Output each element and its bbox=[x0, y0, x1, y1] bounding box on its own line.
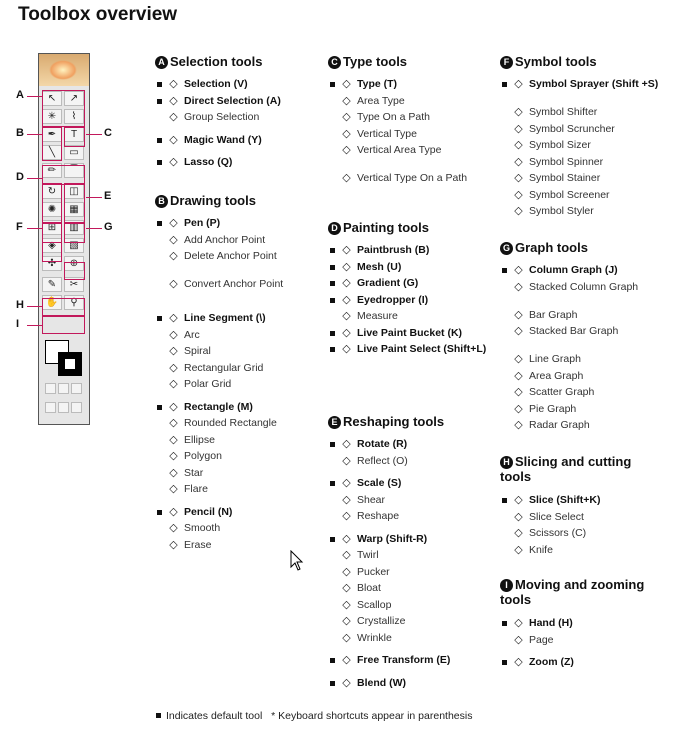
tool-item-label: Rounded Rectangle bbox=[184, 417, 277, 429]
toolbox-tool-button[interactable]: ⌇ bbox=[64, 109, 84, 124]
callout-line bbox=[27, 306, 42, 307]
toolbox-header bbox=[39, 54, 89, 86]
tool-item-label: Polygon bbox=[184, 450, 222, 462]
toolbox-group-outline bbox=[42, 316, 85, 334]
tool-item-label: Bloat bbox=[357, 582, 381, 594]
default-tool-bullet bbox=[330, 265, 335, 270]
warp-icon: ◇ bbox=[342, 532, 351, 545]
area-type-icon: ◇ bbox=[342, 94, 351, 107]
section-letter-badge: E bbox=[328, 416, 341, 429]
tool-item-label: Pie Graph bbox=[529, 402, 577, 415]
reflect-icon: ◇ bbox=[342, 454, 351, 467]
flare-icon: ◇ bbox=[169, 483, 178, 495]
rect-grid-icon: ◇ bbox=[169, 361, 178, 374]
toolbox-tool-button[interactable]: ✒ bbox=[42, 127, 62, 142]
toolbox-tool-button[interactable]: ✂ bbox=[64, 277, 84, 292]
callout-f: F bbox=[16, 221, 23, 233]
tool-item-label: Type (T) bbox=[357, 78, 398, 90]
default-tool-bullet bbox=[330, 442, 335, 447]
default-note: Indicates default tool bbox=[166, 710, 263, 722]
tool-item-label: Hand (H) bbox=[529, 617, 573, 629]
scatter-graph-icon: ◇ bbox=[514, 386, 523, 398]
callout-line bbox=[27, 228, 42, 229]
spiral-icon: ◇ bbox=[169, 345, 178, 357]
eyedropper-icon: ◇ bbox=[342, 293, 351, 306]
paintbrush-icon: ◇ bbox=[342, 244, 351, 256]
pen-icon: ◇ bbox=[169, 217, 178, 229]
tool-item-label: Group Selection bbox=[184, 111, 260, 123]
default-tool-bullet bbox=[157, 99, 162, 104]
section-title: Painting tools bbox=[343, 220, 429, 235]
default-tool-bullet bbox=[330, 537, 335, 542]
live-paint-select-icon: ◇ bbox=[342, 343, 351, 355]
pencil-icon: ◇ bbox=[169, 505, 178, 518]
tool-item-label: Polar Grid bbox=[184, 378, 232, 390]
magic-wand-icon: ◇ bbox=[169, 133, 178, 146]
default-tool-bullet bbox=[330, 281, 335, 286]
tool-item-label: Scatter Graph bbox=[529, 386, 595, 398]
toolbox-tool-button[interactable]: ◈ bbox=[42, 238, 62, 253]
tool-item-label: Mesh (U) bbox=[357, 260, 402, 273]
tool-item-label: Area Graph bbox=[529, 369, 584, 382]
tool-item-label: Add Anchor Point bbox=[184, 233, 266, 246]
section-letter-badge: F bbox=[500, 56, 513, 69]
tool-item-label: Symbol Sizer bbox=[529, 139, 591, 151]
selection-arrow-icon: ◇ bbox=[169, 78, 178, 90]
tool-item-label: Line Graph bbox=[529, 353, 581, 365]
toolbox-tool-button[interactable]: ✋ bbox=[42, 295, 62, 310]
symbol-sizer-icon: ◇ bbox=[514, 139, 523, 151]
callout-line bbox=[86, 228, 102, 229]
default-tool-bullet bbox=[502, 621, 507, 626]
toolbox-group-outline bbox=[42, 242, 62, 262]
toolbox-tool-button[interactable]: ⊞ bbox=[42, 220, 62, 235]
star-icon: ◇ bbox=[169, 466, 178, 479]
tool-item-label: Warp (Shift-R) bbox=[357, 532, 428, 545]
default-tool-bullet bbox=[330, 298, 335, 303]
vertical-type-path-icon: ◇ bbox=[342, 172, 351, 184]
pucker-icon: ◇ bbox=[342, 565, 351, 578]
smooth-icon: ◇ bbox=[169, 522, 178, 534]
polar-grid-icon: ◇ bbox=[169, 378, 178, 390]
flower-logo bbox=[49, 60, 77, 80]
tool-item-label: Symbol Spinner bbox=[529, 155, 604, 168]
toolbox-tool-button[interactable]: ✣ bbox=[42, 256, 62, 271]
default-tool-bullet bbox=[330, 658, 335, 663]
default-tool-bullet bbox=[330, 248, 335, 253]
toolbox-mode-button[interactable] bbox=[71, 383, 82, 394]
default-tool-bullet bbox=[157, 160, 162, 165]
tool-item-label: Selection (V) bbox=[184, 78, 248, 90]
section-painting-heading bbox=[328, 220, 498, 235]
tool-item-label: Line Segment (\) bbox=[184, 312, 266, 324]
toolbox-tool-button[interactable]: ⌒ bbox=[64, 163, 84, 178]
toolbox-mode-button[interactable] bbox=[58, 402, 69, 413]
toolbox-group-outline bbox=[42, 183, 62, 223]
section-letter-badge: D bbox=[328, 222, 341, 235]
stacked-bar-icon: ◇ bbox=[514, 325, 523, 337]
tool-item-label: Rectangle (M) bbox=[184, 400, 253, 413]
tool-item-label: Rotate (R) bbox=[357, 438, 408, 450]
tool-item-label: Arc bbox=[184, 328, 200, 341]
delete-anchor-icon: ◇ bbox=[169, 250, 178, 262]
type-on-path-icon: ◇ bbox=[342, 111, 351, 123]
crystallize-icon: ◇ bbox=[342, 615, 351, 627]
symbol-shifter-icon: ◇ bbox=[514, 106, 523, 118]
callout-line bbox=[86, 134, 102, 135]
tool-item-label: Pucker bbox=[357, 565, 390, 578]
section-title: Type tools bbox=[343, 54, 408, 69]
mesh-icon: ◇ bbox=[342, 260, 351, 273]
toolbox-tool-button[interactable]: ↻ bbox=[42, 184, 62, 199]
tool-item-label: Rectangular Grid bbox=[184, 361, 264, 374]
tool-item-label: Radar Graph bbox=[529, 419, 590, 431]
bar-graph-icon: ◇ bbox=[514, 308, 523, 321]
toolbox-tool-button[interactable]: ↗ bbox=[64, 91, 84, 106]
toolbox-tool-button[interactable]: ✳ bbox=[42, 109, 62, 124]
page-icon: ◇ bbox=[514, 633, 523, 646]
symbol-scruncher-icon: ◇ bbox=[514, 122, 523, 135]
tool-item-label: Stacked Bar Graph bbox=[529, 325, 619, 337]
erase-icon: ◇ bbox=[169, 538, 178, 551]
rectangle-icon: ◇ bbox=[169, 400, 178, 413]
tool-item-label: Spiral bbox=[184, 345, 211, 357]
toolbox-tool-button[interactable]: ✎ bbox=[42, 277, 62, 292]
section-slicing-heading bbox=[500, 454, 650, 484]
default-tool-bullet bbox=[330, 481, 335, 486]
tool-item-label: Symbol Stainer bbox=[529, 172, 601, 184]
toolbox-group-outline bbox=[64, 127, 85, 147]
tool-item-label: Bar Graph bbox=[529, 308, 578, 321]
page-title: Toolbox overview bbox=[18, 4, 178, 25]
measure-icon: ◇ bbox=[342, 310, 351, 322]
tool-item-label: Area Type bbox=[357, 94, 405, 107]
toolbox-group-outline bbox=[64, 262, 85, 280]
tool-item-label: Symbol Scruncher bbox=[529, 122, 615, 135]
arc-icon: ◇ bbox=[169, 328, 178, 341]
toolbox-group-outline bbox=[64, 223, 85, 243]
callout-line bbox=[86, 197, 102, 198]
toolbox-mode-button[interactable] bbox=[71, 402, 82, 413]
section-title: Reshaping tools bbox=[343, 414, 445, 429]
default-tool-bullet bbox=[330, 681, 335, 686]
callout-h: H bbox=[16, 299, 24, 311]
default-tool-bullet bbox=[502, 82, 507, 87]
toolbox-tool-button[interactable]: ╲ bbox=[42, 145, 62, 160]
tool-item-label: Erase bbox=[184, 538, 212, 551]
section-type-heading bbox=[328, 54, 498, 69]
shear-icon: ◇ bbox=[342, 493, 351, 506]
callout-c: C bbox=[104, 127, 112, 139]
lasso-icon: ◇ bbox=[169, 156, 178, 168]
toolbox-tool-button[interactable]: ▭ bbox=[64, 145, 84, 160]
hand-icon: ◇ bbox=[514, 617, 523, 629]
vertical-type-icon: ◇ bbox=[342, 127, 351, 140]
tool-item-label: Vertical Type On a Path bbox=[357, 172, 468, 184]
polygon-icon: ◇ bbox=[169, 450, 178, 462]
default-tool-bullet bbox=[502, 268, 507, 273]
section-title: Graph tools bbox=[515, 240, 588, 255]
tool-item-label: Reshape bbox=[357, 510, 400, 522]
tool-item-label: Reflect (O) bbox=[357, 454, 408, 467]
callout-d: D bbox=[16, 171, 24, 183]
slice-select-icon: ◇ bbox=[514, 510, 523, 523]
tool-item-label: Magic Wand (Y) bbox=[184, 133, 262, 146]
section-title: Slicing and cutting tools bbox=[500, 454, 632, 484]
line-graph-icon: ◇ bbox=[514, 353, 523, 365]
tool-item-label: Slice (Shift+K) bbox=[529, 494, 601, 506]
symbol-screener-icon: ◇ bbox=[514, 188, 523, 201]
callout-line bbox=[27, 325, 42, 326]
reshape-icon: ◇ bbox=[342, 510, 351, 522]
tool-item-label: Smooth bbox=[184, 522, 221, 534]
default-tool-bullet bbox=[157, 221, 162, 226]
line-segment-icon: ◇ bbox=[169, 312, 178, 324]
mouse-pointer-icon bbox=[290, 550, 304, 572]
toolbox-tool-button[interactable]: T bbox=[64, 127, 84, 142]
default-tool-bullet bbox=[156, 713, 161, 718]
knife-icon: ◇ bbox=[514, 543, 523, 556]
tool-item-label: Vertical Type bbox=[357, 127, 417, 140]
section-title: Symbol tools bbox=[515, 54, 597, 69]
tool-item-label: Blend (W) bbox=[357, 676, 406, 689]
section-title: Moving and zooming tools bbox=[500, 577, 645, 607]
tool-item-label: Ellipse bbox=[184, 433, 215, 446]
default-tool-bullet bbox=[157, 138, 162, 143]
default-tool-bullet bbox=[157, 316, 162, 321]
section-letter-badge: I bbox=[500, 579, 513, 592]
default-tool-bullet bbox=[157, 510, 162, 515]
default-tool-bullet bbox=[330, 82, 335, 87]
tool-item-label: Lasso (Q) bbox=[184, 156, 233, 168]
tool-item-label: Symbol Styler bbox=[529, 205, 594, 217]
callout-a: A bbox=[16, 89, 24, 101]
section-letter-badge: C bbox=[328, 56, 341, 69]
section-drawing-heading bbox=[155, 193, 325, 208]
toolbox-group-outline bbox=[64, 183, 85, 223]
tool-item-label: Column Graph (J) bbox=[529, 264, 618, 276]
tool-item-label: Paintbrush (B) bbox=[357, 244, 430, 256]
radar-graph-icon: ◇ bbox=[514, 419, 523, 431]
twirl-icon: ◇ bbox=[342, 549, 351, 561]
toolbox-group-outline bbox=[42, 165, 85, 185]
tool-item-label: Scissors (C) bbox=[529, 527, 587, 539]
default-tool-bullet bbox=[502, 498, 507, 503]
toolbox-group-outline bbox=[42, 298, 85, 316]
tool-item-label: Slice Select bbox=[529, 510, 584, 523]
symbol-styler-icon: ◇ bbox=[514, 205, 523, 217]
tool-item-label: Zoom (Z) bbox=[529, 656, 574, 668]
tool-item-label: Twirl bbox=[357, 549, 379, 561]
wrinkle-icon: ◇ bbox=[342, 631, 351, 644]
tool-item-label: Live Paint Bucket (K) bbox=[357, 326, 463, 339]
bloat-icon: ◇ bbox=[342, 582, 351, 594]
tool-item-label: Eyedropper (I) bbox=[357, 293, 429, 306]
default-tool-bullet bbox=[157, 82, 162, 87]
tool-item-label: Knife bbox=[529, 543, 553, 556]
section-graph-heading bbox=[500, 240, 670, 255]
rotate-icon: ◇ bbox=[342, 438, 351, 450]
section-letter-badge: B bbox=[155, 195, 168, 208]
legend-footer bbox=[156, 710, 472, 722]
tool-item-label: Type On a Path bbox=[357, 111, 430, 123]
toolbox-tool-button[interactable]: ▧ bbox=[64, 238, 84, 253]
section-moving-heading bbox=[500, 577, 650, 607]
tool-item-label: Convert Anchor Point bbox=[184, 278, 284, 290]
callout-b: B bbox=[16, 127, 24, 139]
toolbox-tool-button[interactable]: ✏ bbox=[42, 163, 62, 178]
symbol-spinner-icon: ◇ bbox=[514, 155, 523, 168]
callout-e: E bbox=[104, 190, 112, 202]
section-letter-badge: G bbox=[500, 242, 513, 255]
toolbox-tool-button[interactable]: ✺ bbox=[42, 202, 62, 217]
tool-item-label: Stacked Column Graph bbox=[529, 280, 639, 293]
tool-item-label: Gradient (G) bbox=[357, 277, 419, 289]
scale-icon: ◇ bbox=[342, 477, 351, 489]
tool-item-label: Crystallize bbox=[357, 615, 406, 627]
tool-item-label: Free Transform (E) bbox=[357, 654, 451, 666]
type-icon: ◇ bbox=[342, 78, 351, 90]
toolbox-tool-button[interactable]: ◫ bbox=[64, 184, 84, 199]
callout-i: I bbox=[16, 318, 20, 330]
tool-item-label: Vertical Area Type bbox=[357, 144, 442, 156]
gradient-icon: ◇ bbox=[342, 277, 351, 289]
section-letter-badge: H bbox=[500, 456, 513, 469]
toolbox-tool-button[interactable]: ⊕ bbox=[64, 256, 84, 271]
toolbox-mode-button[interactable] bbox=[58, 383, 69, 394]
tool-item-label: Wrinkle bbox=[357, 631, 392, 644]
area-graph-icon: ◇ bbox=[514, 369, 523, 382]
toolbox-tool-button[interactable]: ⚲ bbox=[64, 295, 84, 310]
tool-item-label: Symbol Sprayer (Shift +S) bbox=[529, 78, 659, 90]
stroke-swatch-inner bbox=[64, 358, 76, 370]
toolbox-mode-button[interactable] bbox=[45, 402, 56, 413]
toolbox-tool-button[interactable]: ▥ bbox=[64, 220, 84, 235]
default-tool-bullet bbox=[330, 331, 335, 336]
zoom-icon: ◇ bbox=[514, 656, 523, 668]
section-reshaping-heading bbox=[328, 414, 498, 429]
tool-item-label: Shear bbox=[357, 493, 386, 506]
tool-item-label: Flare bbox=[184, 483, 208, 495]
stacked-column-icon: ◇ bbox=[514, 280, 523, 293]
convert-anchor-icon: ◇ bbox=[169, 278, 178, 290]
callout-line bbox=[27, 96, 42, 97]
symbol-stainer-icon: ◇ bbox=[514, 172, 523, 184]
default-tool-bullet bbox=[330, 347, 335, 352]
tool-item-label: Live Paint Select (Shift+L) bbox=[357, 343, 487, 355]
toolbox-group-outline bbox=[42, 90, 85, 127]
ellipse-icon: ◇ bbox=[169, 433, 178, 446]
live-paint-bucket-icon: ◇ bbox=[342, 326, 351, 339]
slice-icon: ◇ bbox=[514, 494, 523, 506]
toolbox-group-outline bbox=[42, 223, 62, 243]
tool-item-label: Pen (P) bbox=[184, 217, 221, 229]
tool-item-label: Pencil (N) bbox=[184, 505, 233, 518]
section-symbol-heading bbox=[500, 54, 670, 69]
tool-item-label: Scallop bbox=[357, 598, 392, 611]
blend-icon: ◇ bbox=[342, 676, 351, 689]
add-anchor-icon: ◇ bbox=[169, 233, 178, 246]
tool-item-label: Symbol Shifter bbox=[529, 106, 598, 118]
direct-selection-icon: ◇ bbox=[169, 94, 178, 107]
shortcut-note: * Keyboard shortcuts appear in parenthesis bbox=[271, 710, 473, 722]
rounded-rectangle-icon: ◇ bbox=[169, 417, 178, 429]
tool-item-label: Symbol Screener bbox=[529, 188, 610, 201]
callout-line bbox=[27, 134, 42, 135]
toolbox-tool-button[interactable]: ↖ bbox=[42, 91, 62, 106]
column-graph-icon: ◇ bbox=[514, 264, 523, 276]
callout-g: G bbox=[104, 221, 113, 233]
section-selection-heading bbox=[155, 54, 325, 69]
vertical-area-type-icon: ◇ bbox=[342, 144, 351, 156]
callout-line bbox=[27, 178, 42, 179]
tool-item-label: Delete Anchor Point bbox=[184, 250, 277, 262]
tool-item-label: Scale (S) bbox=[357, 477, 402, 489]
symbol-sprayer-icon: ◇ bbox=[514, 78, 523, 90]
section-letter-badge: A bbox=[155, 56, 168, 69]
pie-graph-icon: ◇ bbox=[514, 402, 523, 415]
tool-item-label: Page bbox=[529, 633, 554, 646]
toolbox-mode-button[interactable] bbox=[45, 383, 56, 394]
tool-item-label: Measure bbox=[357, 310, 398, 322]
tool-item-label: Star bbox=[184, 466, 204, 479]
tool-item-label: Direct Selection (A) bbox=[184, 94, 281, 107]
default-tool-bullet bbox=[157, 405, 162, 410]
free-transform-icon: ◇ bbox=[342, 654, 351, 666]
default-tool-bullet bbox=[502, 660, 507, 665]
toolbox-tool-button[interactable]: ▦ bbox=[64, 202, 84, 217]
scallop-icon: ◇ bbox=[342, 598, 351, 611]
section-title: Selection tools bbox=[170, 54, 263, 69]
toolbox-group-outline bbox=[42, 127, 62, 161]
scissors-icon: ◇ bbox=[514, 527, 523, 539]
group-selection-icon: ◇ bbox=[169, 111, 178, 123]
section-title: Drawing tools bbox=[170, 193, 256, 208]
